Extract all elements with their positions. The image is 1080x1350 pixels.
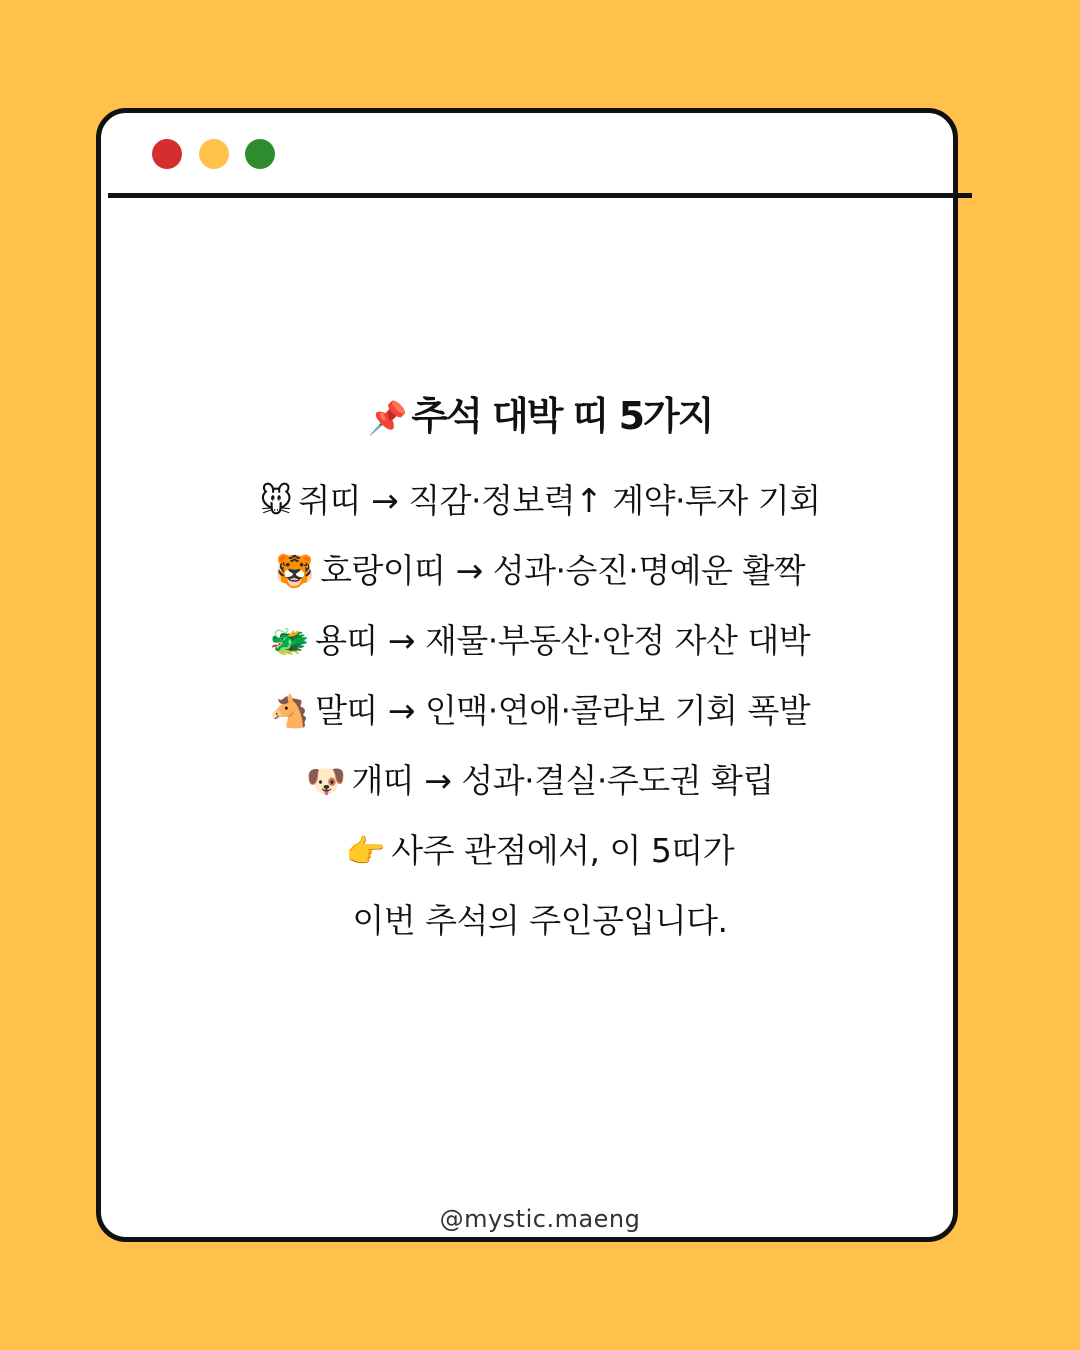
post-title bbox=[100, 380, 980, 454]
list-item-text: 쥐띠 → 직감·정보력↑ 계약·투자 기회 bbox=[298, 481, 821, 520]
dog-icon: 🐶 bbox=[306, 762, 346, 800]
closing-line-1 bbox=[100, 816, 980, 886]
window-minimize-dot bbox=[199, 139, 229, 169]
list-item-text: 말띠 → 인맥·연애·콜라보 기회 폭발 bbox=[315, 691, 811, 730]
window-close-dot bbox=[152, 139, 182, 169]
rat-icon: 🐭 bbox=[259, 482, 293, 520]
tiger-icon: 🐯 bbox=[274, 552, 315, 590]
list-item-dog bbox=[100, 746, 980, 816]
list-item-text: 개띠 → 성과·결실·주도권 확립 bbox=[351, 761, 774, 800]
pointing-hand-icon: 👉 bbox=[345, 832, 386, 870]
post-title-text: 추석 대박 띠 5가지 bbox=[411, 394, 713, 438]
list-item-rat bbox=[100, 466, 980, 536]
closing-line-2 bbox=[100, 886, 980, 956]
author-handle: @mystic.maeng bbox=[439, 1205, 641, 1233]
closing-text-1: 사주 관점에서, 이 5띠가 bbox=[391, 831, 735, 870]
window-maximize-dot bbox=[245, 139, 275, 169]
list-item-horse bbox=[100, 676, 980, 746]
list-item-tiger bbox=[100, 536, 980, 606]
dragon-icon: 🐲 bbox=[269, 622, 310, 660]
pushpin-icon: 📌 bbox=[367, 399, 406, 437]
horse-icon: 🐴 bbox=[269, 692, 310, 730]
list-item-text: 용띠 → 재물·부동산·안정 자산 대박 bbox=[315, 621, 811, 660]
titlebar-divider bbox=[108, 193, 972, 198]
closing-text-2: 이번 추석의 주인공입니다. bbox=[352, 901, 728, 940]
post-content bbox=[100, 380, 980, 956]
list-item-text: 호랑이띠 → 성과·승진·명예운 활짝 bbox=[320, 551, 806, 590]
list-item-dragon bbox=[100, 606, 980, 676]
